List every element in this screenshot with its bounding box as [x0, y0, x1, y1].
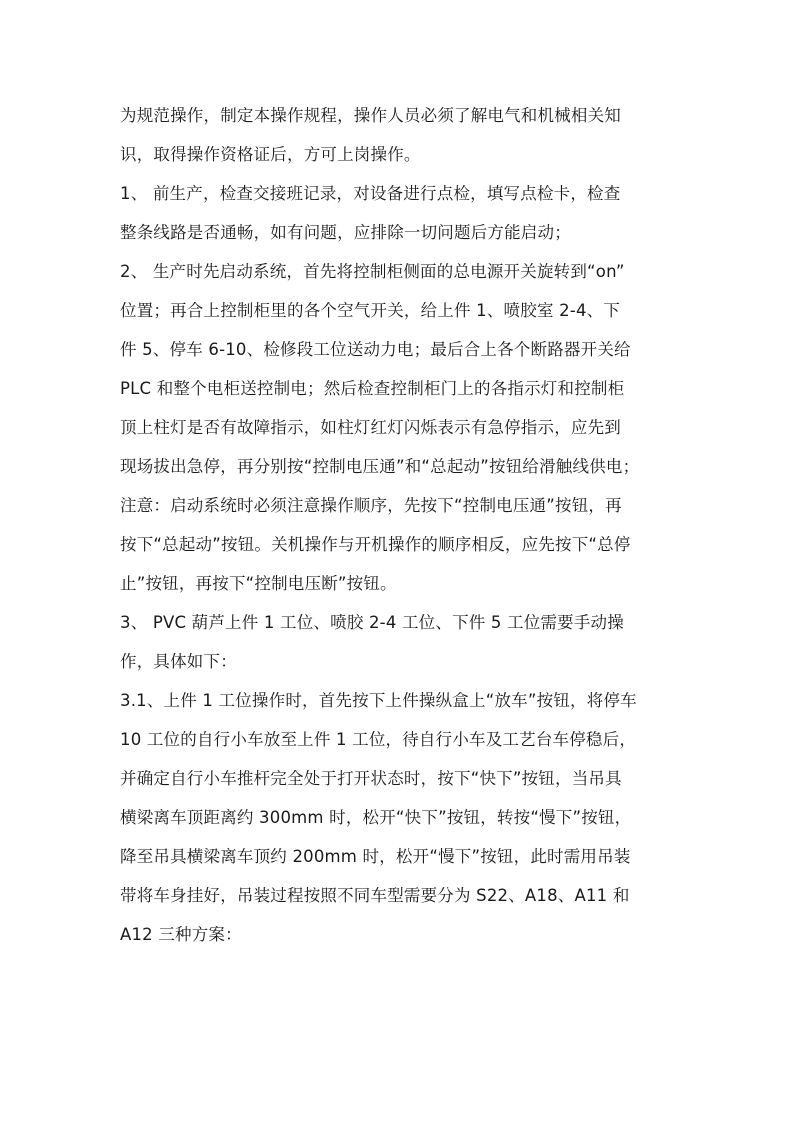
text-line: 2、 生产时先启动系统，首先将控制柜侧面的总电源开关旋转到“on” [120, 262, 625, 281]
text-line: 位置；再合上控制柜里的各个空气开关，给上件 1、喷胶室 2-4、下 [120, 301, 621, 320]
text-line: 注意：启动系统时必须注意操作顺序，先按下“控制电压通”按钮，再 [120, 496, 622, 515]
text-line: 3.1、上件 1 工位操作时，首先按下上件操纵盒上“放车”按钮，将停车 [120, 691, 637, 710]
text-line: 止”按钮，再按下“控制电压断”按钮。 [120, 574, 397, 593]
text-line: 识，取得操作资格证后，方可上岗操作。 [120, 145, 421, 164]
text-line: 带将车身挂好，吊装过程按照不同车型需要分为 S22、A18、A11 和 [120, 886, 630, 905]
text-line: 1、 前生产，检查交接班记录，对设备进行点检，填写点检卡，检查 [120, 184, 621, 203]
text-line: 为规范操作，制定本操作规程，操作人员必须了解电气和机械相关知 [120, 106, 621, 125]
text-line: A12 三种方案： [120, 925, 242, 944]
text-line: PLC 和整个电柜送控制电；然后检查控制柜门上的各指示灯和控制柜 [120, 379, 625, 398]
text-line: 作，具体如下： [120, 652, 237, 671]
text-line: 件 5、停车 6-10、检修段工位送动力电；最后合上各个断路器开关给 [120, 340, 631, 359]
text-line: 整条线路是否通畅，如有问题，应排除一切问题后方能启动； [120, 223, 571, 242]
text-line: 横梁离车顶距离约 300mm 时，松开“快下”按钮，转按“慢下”按钮， [120, 808, 632, 827]
document-body [120, 96, 678, 954]
text-line: 3、 PVC 葫芦上件 1 工位、喷胶 2-4 工位、下件 5 工位需要手动操 [120, 613, 624, 632]
text-line: 现场拔出急停，再分别按“控制电压通”和“总起动”按钮给滑触线供电； [120, 457, 640, 476]
text-line: 并确定自行小车推杆完全处于打开状态时，按下“快下”按钮，当吊具 [120, 769, 622, 788]
text-line: 顶上柱灯是否有故障指示，如柱灯红灯闪烁表示有急停指示，应先到 [120, 418, 621, 437]
text-line: 10 工位的自行小车放至上件 1 工位，待自行小车及工艺台车停稳后， [120, 730, 637, 749]
text-line: 降至吊具横梁离车顶约 200mm 时，松开“慢下”按钮，此时需用吊装 [120, 847, 631, 866]
text-line: 按下“总起动”按钮。关机操作与开机操作的顺序相反，应先按下“总停 [120, 535, 631, 554]
